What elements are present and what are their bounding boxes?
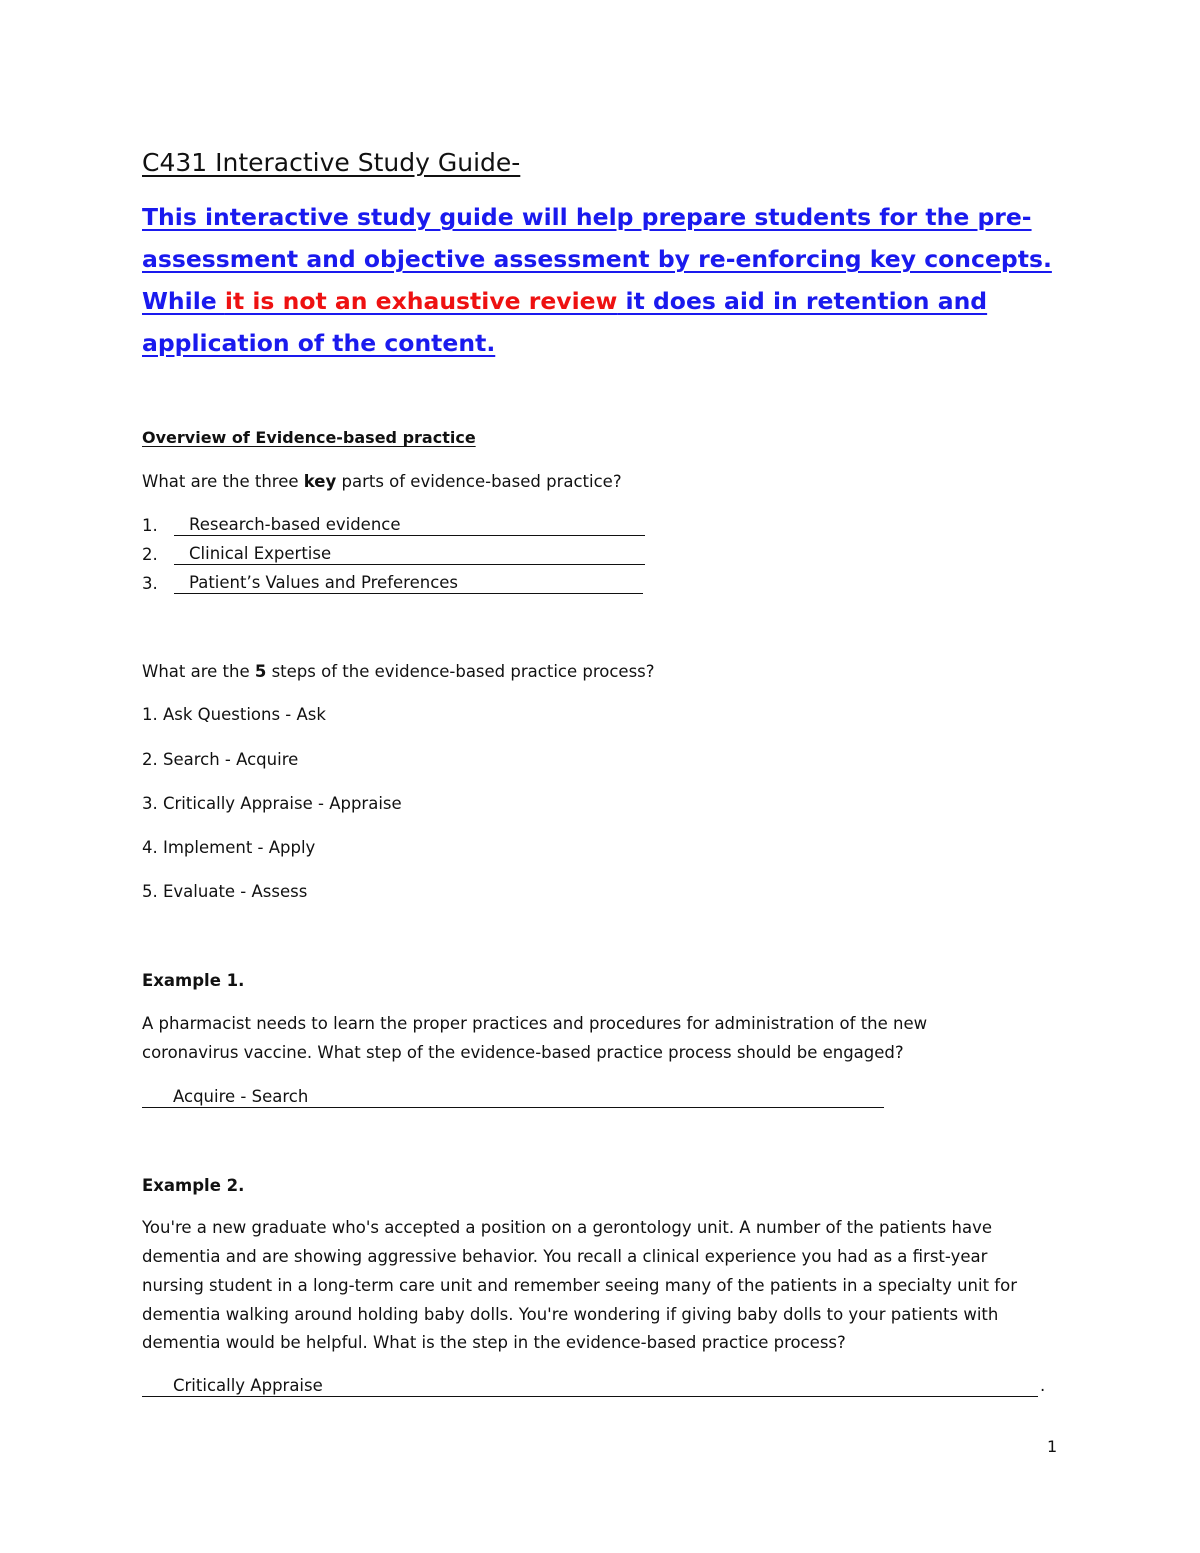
overview-item-2-answer	[174, 544, 645, 565]
overview-item-1-answer-line[interactable]	[174, 515, 645, 536]
steps-question-start: What are the	[142, 662, 255, 681]
page-title: C431 Interactive Study Guide-	[142, 148, 521, 177]
example-2-text-line-1: You're a new graduate who's accepted a position on a gerontology unit. A number of the patients have	[142, 1218, 992, 1237]
steps-question-count: 5	[254, 662, 267, 681]
example-2-text-line-4: dementia walking around holding baby dolls. You're wondering if giving baby dolls to your patients with	[142, 1305, 999, 1324]
step-item-2: 2. Search - Acquire	[142, 750, 299, 769]
step-item-4: 4. Implement - Apply	[142, 838, 316, 857]
intro-emphasis-red: it is not an exhaustive review	[224, 287, 618, 315]
steps-question-end: steps of the evidence-based practice process?	[266, 662, 655, 681]
example-2-heading: Example 2.	[142, 1176, 245, 1195]
overview-item-1-number: 1.	[142, 516, 158, 535]
overview-heading: Overview of Evidence-based practice	[142, 428, 476, 447]
overview-item-1-answer-text: Research-based evidence	[189, 515, 401, 534]
example-2-text-line-3: nursing student in a long-term care unit and remember seeing many of the patients in a specialty unit for	[142, 1276, 1017, 1295]
example-2-answer-text: Critically Appraise	[173, 1376, 323, 1395]
page-number: 1	[1047, 1437, 1058, 1456]
overview-question-end: parts of evidence-based practice?	[336, 472, 622, 491]
example-2-end-mark: .	[1040, 1376, 1046, 1395]
overview-item-2-answer-line[interactable]	[174, 544, 645, 565]
steps-question	[142, 662, 655, 681]
overview-item-2-answer-text: Clinical Expertise	[189, 544, 332, 563]
overview-item-1-answer	[174, 515, 645, 536]
intro-line-3-start: While	[142, 287, 225, 315]
example-1-answer-line[interactable]	[142, 1087, 884, 1108]
intro-line-1: This interactive study guide will help prepare students for the pre-	[142, 203, 1032, 231]
example-1-answer-text: Acquire - Search	[173, 1087, 309, 1106]
step-item-5: 5. Evaluate - Assess	[142, 882, 308, 901]
overview-item-3-number: 3.	[142, 574, 158, 593]
step-item-1: 1. Ask Questions - Ask	[142, 705, 326, 724]
intro-line-2: assessment and objective assessment by re-enforcing key concepts.	[142, 245, 1052, 273]
intro-line-4: application of the content.	[142, 329, 496, 357]
step-item-3: 3. Critically Appraise - Appraise	[142, 794, 402, 813]
example-1-text-line-2: coronavirus vaccine. What step of the evidence-based practice process should be engaged?	[142, 1043, 904, 1062]
overview-item-3-answer-line[interactable]	[174, 573, 643, 594]
example-2-text-line-2: dementia and are showing aggressive behavior. You recall a clinical experience you had as a first-year	[142, 1247, 988, 1266]
intro-line-3	[142, 287, 987, 315]
example-1-text-line-1: A pharmacist needs to learn the proper practices and procedures for administration of the new	[142, 1014, 928, 1033]
example-2-answer-line[interactable]	[142, 1376, 1038, 1397]
intro-line-3-end: it does aid in retention and	[617, 287, 988, 315]
overview-item-3-answer-text: Patient’s Values and Preferences	[189, 573, 459, 592]
example-1-answer	[142, 1087, 884, 1108]
example-2-answer	[142, 1376, 1038, 1397]
overview-question-key: key	[303, 472, 337, 491]
overview-item-3-answer	[174, 573, 643, 594]
example-2-text-line-5: dementia would be helpful. What is the step in the evidence-based practice process?	[142, 1333, 846, 1352]
overview-question-start: What are the three	[142, 472, 304, 491]
overview-item-2-number: 2.	[142, 545, 158, 564]
overview-question	[142, 472, 622, 491]
example-1-heading: Example 1.	[142, 971, 245, 990]
